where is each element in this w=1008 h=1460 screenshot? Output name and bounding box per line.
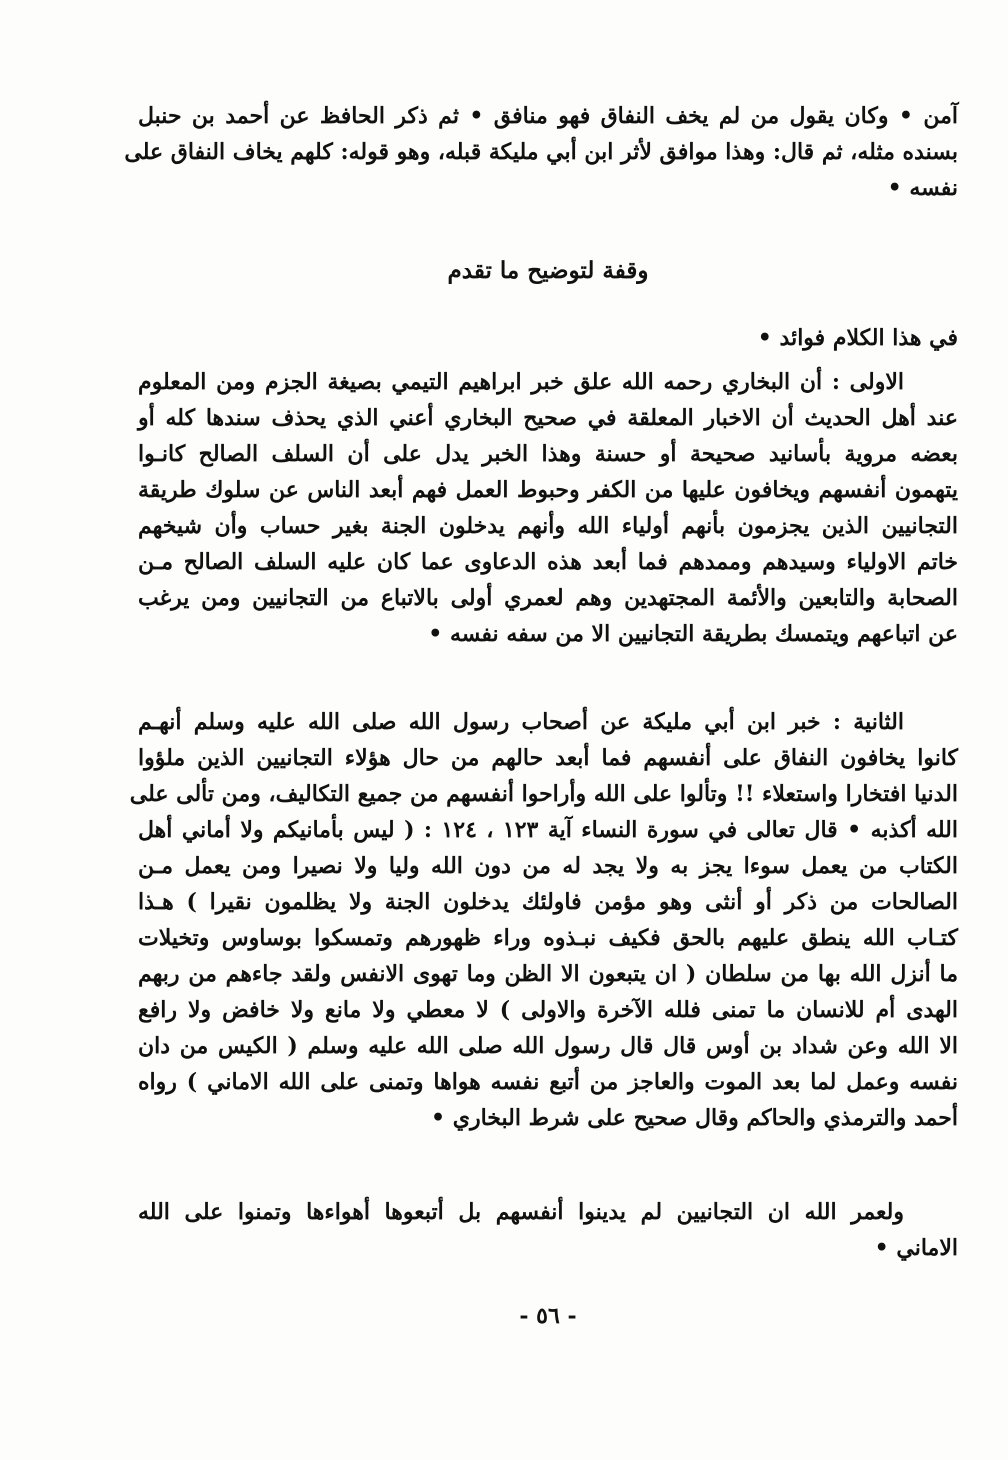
first-point-line: يتهمون أنفسهم ويخافون عليها من الكفر وحبوط العمل فهم أبعد الناس عن سلوك طريقة: [138, 477, 958, 503]
first-point-line: التجانيين الذين يجزمون بأنهم أولياء الله وأنهم يدخلون الجنة بغير حساب وأن شيخهم: [138, 513, 958, 539]
first-point-line: الصحابة والتابعين والأئمة المجتهدين وهم لعمري أولى بالاتباع من التجانيين ومن يرغب: [138, 585, 958, 611]
second-point-paragraph: [129, 704, 958, 1136]
lead-paragraph: [138, 320, 958, 356]
section-heading: وقفة لتوضيح ما تقدم: [447, 257, 649, 284]
intro-line: آمن • وكان يقول من لم يخف النفاق فهو منافق • ثم ذكر الحافظ عن أحمد بن حنبل: [138, 103, 958, 129]
page-number: - ٥٦ -: [519, 1303, 577, 1329]
second-point-line: ما أنزل الله بها من سلطان ( ان يتبعون الا الظن وما تهوى الانفس ولقد جاءهم من ربهم: [138, 961, 958, 987]
first-point-line: الاولى : أن البخاري رحمه الله علق خبر ابراهيم التيمي بصيغة الجزم ومن المعلوم: [138, 369, 904, 395]
intro-line: بسنده مثله، ثم قال: وهذا موافق لأثر ابن أبي مليكة قبله، وهو قوله: كلهم يخاف النفاق على: [124, 139, 958, 165]
second-point-line: كتـاب الله ينطق عليهم بالحق فكيف نبـذوه وراء ظهورهم وتمسكوا بوساوس وتخيلات: [138, 925, 958, 951]
first-point-paragraph: [138, 364, 958, 652]
intro-paragraph: [124, 98, 958, 206]
second-point-line: الثانية : خبر ابن أبي مليكة عن أصحاب رسول الله صلى الله عليه وسلم أنهـم: [138, 709, 904, 735]
second-point-line: الهدى أم للانسان ما تمنى فلله الآخرة والاولى ) لا معطي ولا مانع ولا خافض ولا رافع: [138, 997, 958, 1023]
second-point-line: الدنيا افتخارا واستعلاء !! وتألوا على الله وأراحوا أنفسهم من جميع التكاليف، ومن تألى على: [129, 781, 958, 807]
second-point-line: الصالحات من ذكر أو أنثى وهو مؤمن فاولئك يدخلون الجنة ولا يظلمون نقيرا ) هـذا: [138, 889, 958, 915]
first-point-line: خاتم الاولياء وسيدهم وممدهم فما أبعد هذه الدعاوى عما كان عليه السلف الصالح مـن: [138, 549, 958, 575]
closing-line: ولعمر الله ان التجانيين لم يدينوا أنفسهم بل أتبعوها أهواءها وتمنوا على الله: [138, 1199, 904, 1225]
closing-line: الاماني •: [874, 1235, 958, 1261]
second-point-line: الكتاب من يعمل سوءا يجز به ولا يجد له من دون الله وليا ولا نصيرا ومن يعمل مـن: [138, 853, 958, 879]
second-point-line: كانوا يخافون النفاق على أنفسهم فما أبعد حالهم من حال هؤلاء التجانيين الذين ملؤوا: [138, 745, 958, 771]
intro-line: نفسه •: [887, 175, 958, 201]
closing-paragraph: [138, 1194, 958, 1266]
second-point-line: الله أكذبه • قال تعالى في سورة النساء آية ١٢٣ ، ١٢٤ : ( ليس بأمانيكم ولا أماني أهل: [138, 817, 958, 843]
lead-line: في هذا الكلام فوائد •: [757, 325, 958, 351]
second-point-line: نفسه وعمل لما بعد الموت والعاجز من أتبع نفسه هواها وتمنى على الله الاماني ) رواه: [138, 1069, 958, 1095]
second-point-line: أحمد والترمذي والحاكم وقال صحيح على شرط البخاري •: [431, 1105, 958, 1131]
first-point-line: بعضه مروية بأسانيد صحيحة أو حسنة وهذا الخبر يدل على أن السلف الصالح كانـوا: [138, 441, 958, 467]
first-point-line: عن اتباعهم ويتمسك بطريقة التجانيين الا من سفه نفسه •: [428, 621, 958, 647]
second-point-line: الا الله وعن شداد بن أوس قال قال رسول الله صلى الله عليه وسلم ( الكيس من دان: [138, 1033, 958, 1059]
first-point-line: عند أهل الحديث أن الاخبار المعلقة في صحيح البخاري أعني الذي يحذف سندها كله أو: [138, 405, 958, 431]
